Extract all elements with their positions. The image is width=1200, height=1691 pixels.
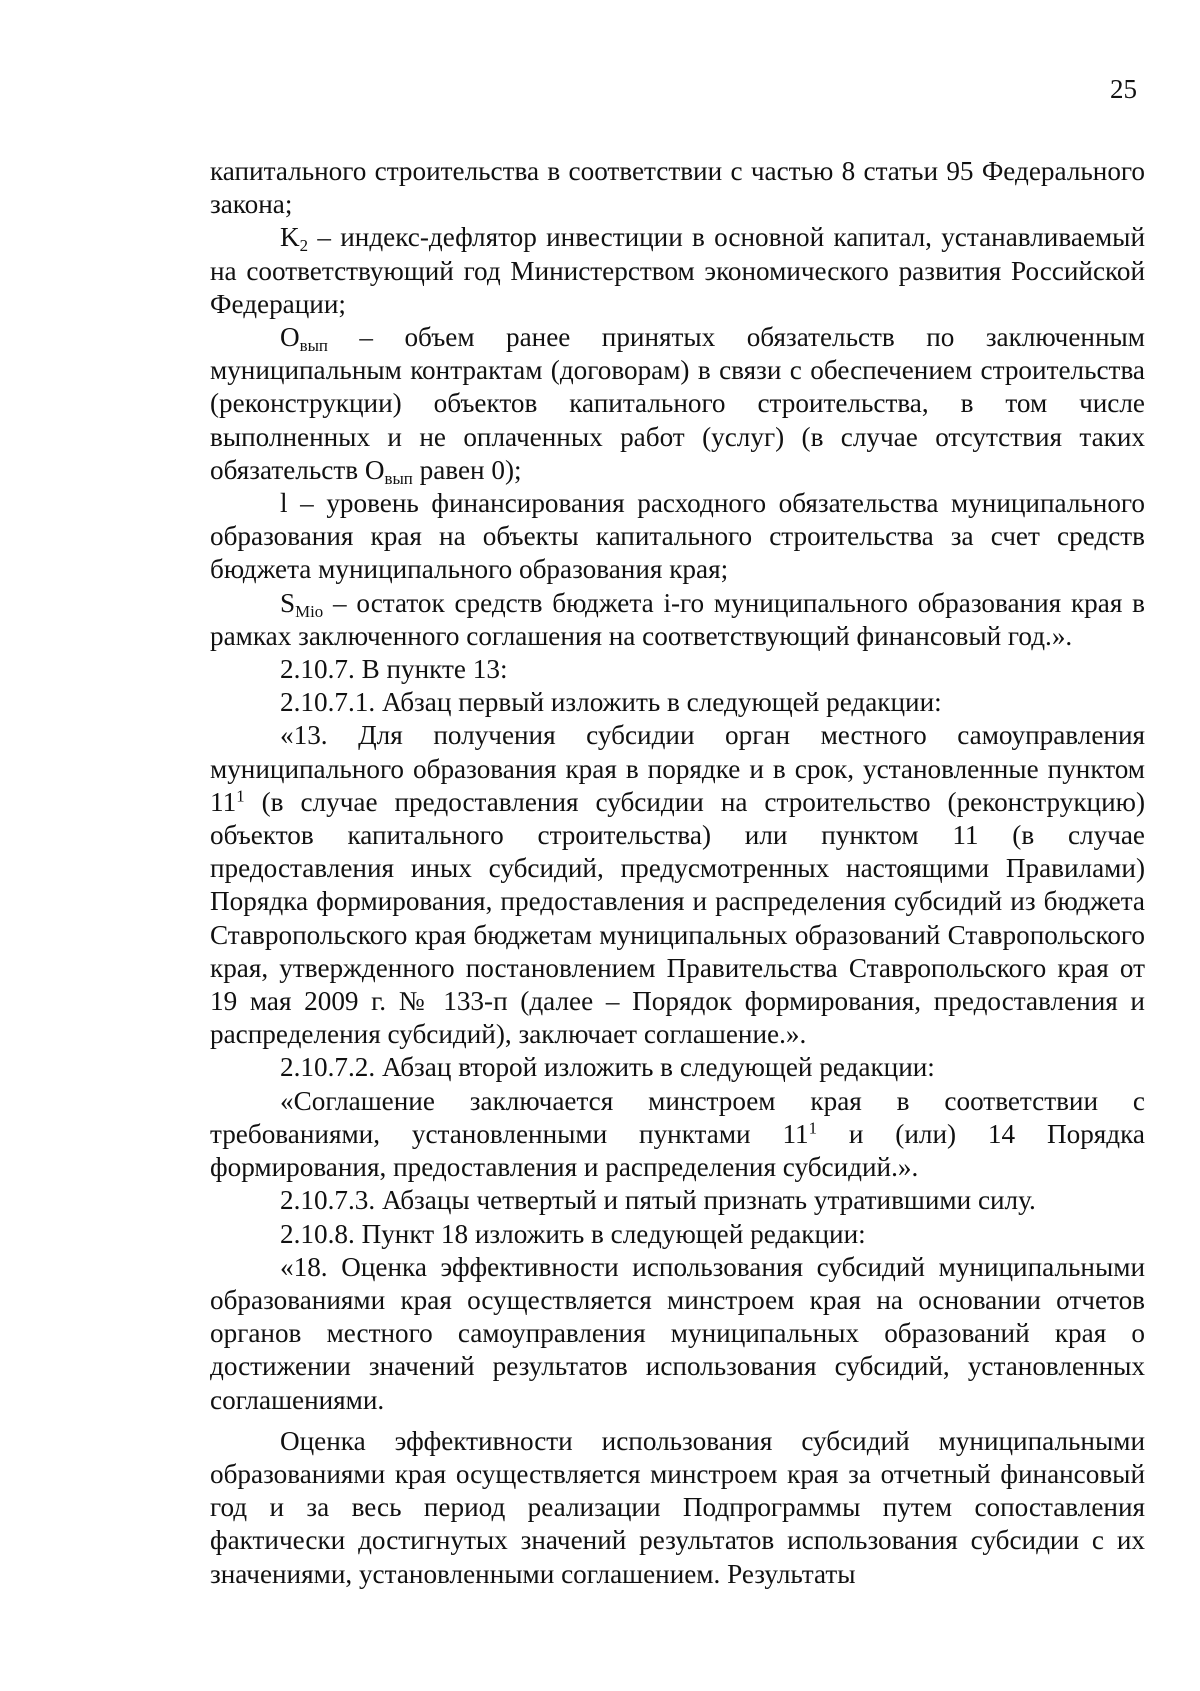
- paragraph-continuation: [210, 155, 1145, 221]
- paragraph-text: «18. Оценка эффективности использования субсидий муниципальными образованиями края осуществляется минстроем края на основании отчетов органов местного самоуправления муниципальных образований края о достижении значений результатов использования субсидий, установленных соглашениями.: [210, 1251, 1145, 1415]
- superscript: 1: [236, 786, 245, 806]
- paragraph-text: – остаток средств бюджета i-го муниципального образования края в рамках заключенного соглашения на соответствующий финансовый год.».: [210, 587, 1145, 651]
- paragraph-remaining-funds: [210, 587, 1145, 653]
- paragraph-item-2-10-7-1: [210, 686, 1145, 719]
- superscript: 1: [808, 1118, 818, 1138]
- paragraph-clause-13: [210, 719, 1145, 1051]
- paragraph-text: «13. Для получения субсидии орган местного самоуправления муниципального образования края в порядке и в срок, установленные пунктом 11: [210, 720, 1145, 817]
- symbol-o-subscript-inline: вып: [384, 468, 413, 488]
- paragraph-obligations-volume: [210, 321, 1145, 487]
- paragraph-financing-level: [210, 487, 1145, 587]
- symbol-k-subscript: 2: [299, 236, 309, 256]
- paragraph-item-2-10-7-2: [210, 1051, 1145, 1084]
- paragraph-agreement: [210, 1085, 1145, 1185]
- paragraph-text: «Соглашение заключается минстроем края в соответствии с требованиями, установленными пунктами 11: [210, 1085, 1145, 1149]
- paragraph-text: капитального строительства в соответствии с частью 8 статьи 95 Федерального закона;: [210, 156, 1145, 220]
- paragraph-text: 2.10.7.1. Абзац первый изложить в следующей редакции:: [280, 687, 942, 718]
- paragraph-text: 2.10.7.3. Абзацы четвертый и пятый признать утратившими силу.: [280, 1185, 1036, 1216]
- page-number: 25: [1110, 74, 1137, 104]
- paragraph-text-end: (в случае предоставления субсидии на строительство (реконструкцию) объектов капитального строительства) или пунктом 11 (в случае предоставления иных субсидий, предусмотренных настоящими Правилами) Порядка формирования, предоставления и распределения субсидий из бюджета Ставропольского края бюджетам муниципальных образований Ставропольского края, утвержденного постановлением Правительства Ставропольского края от 19 мая 2009 г. № 133-п (далее – Порядок формирования, предоставления и распределения субсидий), заключает соглашение.».: [210, 786, 1145, 1050]
- symbol-o-subscript: вып: [299, 336, 328, 356]
- paragraph-text-end: и (или) 14 Порядка формирования, предоставления и распределения субсидий.».: [210, 1118, 1145, 1183]
- paragraph-item-2-10-7-3: [210, 1184, 1145, 1217]
- paragraph-deflator-index: [210, 221, 1145, 321]
- symbol-o: O: [280, 322, 300, 353]
- symbol-s-subscript: Mio: [295, 601, 324, 621]
- paragraph-text: l – уровень финансирования расходного обязательства муниципального образования края на объекты капитального строительства за счет средств бюджета муниципального образования края;: [210, 488, 1145, 585]
- symbol-k: K: [280, 222, 300, 253]
- paragraph-text: 2.10.7. В пункте 13:: [280, 654, 508, 685]
- paragraph-text-end: равен 0);: [412, 454, 522, 485]
- paragraph-text: Оценка эффективности использования субсидий муниципальными образованиями края осуществляется минстроем края за отчетный финансовый год и за весь период реализации Подпрограммы путем сопоставления фактически достигнутых значений результатов использования субсидии с их значениями, установленными соглашением. Результаты: [210, 1425, 1145, 1589]
- paragraph-clause-18: [210, 1251, 1145, 1417]
- paragraph-text: – индекс-дефлятор инвестиции в основной капитал, устанавливаемый на соответствующий год Министерством экономического развития Российской Федерации;: [210, 222, 1145, 319]
- paragraph-text: 2.10.8. Пункт 18 изложить в следующей редакции:: [280, 1218, 866, 1249]
- paragraph-text: – объем ранее принятых обязательств по заключенным муниципальным контрактам (договорам) в связи с обеспечением строительства (реконструкции) объектов капитального строительства, в том числе выполненных и не оплаченных работ (услуг) (в случае отсутствия таких обязательств O: [210, 322, 1145, 485]
- paragraph-item-2-10-8: [210, 1218, 1145, 1251]
- paragraph-text: 2.10.7.2. Абзац второй изложить в следующей редакции:: [280, 1052, 935, 1083]
- paragraph-efficiency-assessment: [210, 1425, 1145, 1591]
- document-body: [210, 155, 1145, 1591]
- paragraph-item-2-10-7: [210, 653, 1145, 686]
- symbol-s: S: [280, 587, 296, 618]
